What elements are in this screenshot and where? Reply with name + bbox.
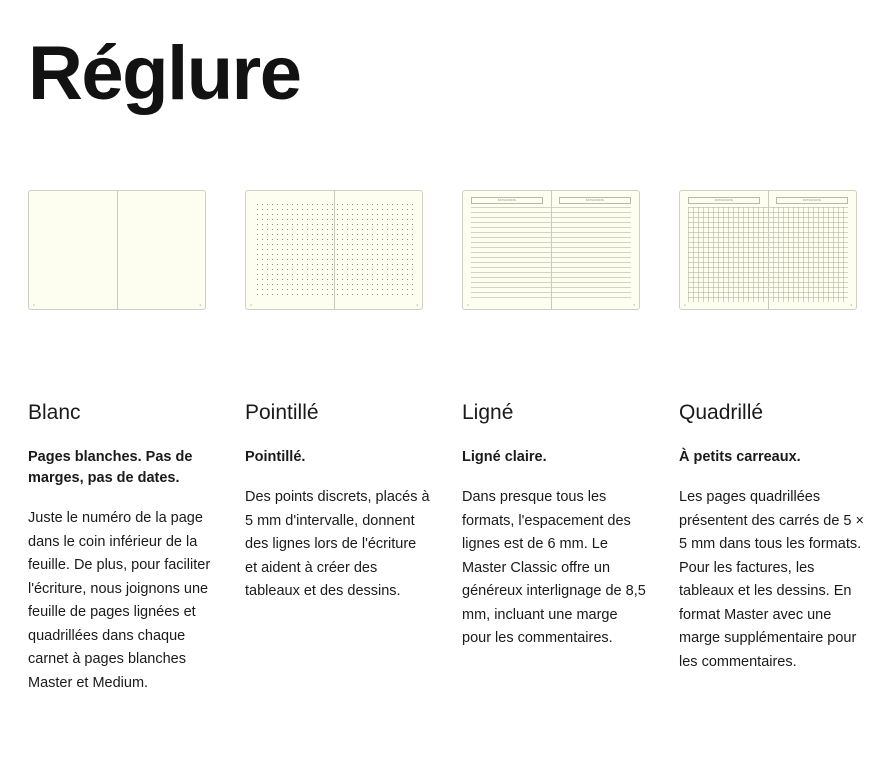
page-number-left: 2: [467, 303, 469, 307]
date-field-right: DATUM/DATE: [776, 197, 848, 204]
date-field-left: DATUM/DATE: [471, 197, 543, 204]
column-body-pointille: Des points discrets, placés à 5 mm d'intervalle, donnent des lignes lors de l'écriture et aident à créer des tableaux et des dessins.: [245, 489, 430, 600]
column-title-ligne: Ligné: [462, 401, 514, 424]
spine-divider: [334, 191, 335, 309]
ruling-column-quadrille: [679, 190, 864, 695]
date-field-left: DATUM/DATE: [688, 197, 760, 204]
page-number-right: 3: [416, 303, 418, 307]
page-number-right: 3: [633, 303, 635, 307]
page-title: Réglure: [28, 31, 301, 116]
notebook-thumbnail-blank[interactable]: [28, 190, 206, 310]
spine-divider: [551, 191, 552, 309]
column-lead-pointille: Pointillé.: [245, 449, 306, 466]
ruling-column-ligne: [462, 190, 647, 695]
ruling-column-pointille: [245, 190, 430, 695]
ruling-column-blanc: [28, 190, 213, 695]
page-number-left: 2: [684, 303, 686, 307]
page-number-left: 2: [33, 303, 35, 307]
column-lead-quadrille: À petits carreaux.: [679, 449, 801, 466]
page-number-right: 3: [850, 303, 852, 307]
column-title-blanc: Blanc: [28, 401, 81, 424]
column-body-quadrille: Les pages quadrillées présentent des carrés de 5 × 5 mm dans tous les formats. Pour les factures, les tableaux et les dessins. En format Master avec une marge supplémentaire pour les commentaires.: [679, 489, 864, 670]
column-title-pointille: Pointillé: [245, 401, 319, 424]
page-number-right: 3: [199, 303, 201, 307]
notebook-thumbnail-grid[interactable]: [679, 190, 857, 310]
column-body-ligne: Dans presque tous les formats, l'espacement des lignes est de 6 mm. Le Master Classic offre un généreux interlignage de 8,5 mm, incluant une marge pour les commentaires.: [462, 489, 646, 647]
notebook-thumbnail-lined[interactable]: [462, 190, 640, 310]
date-field-right: DATUM/DATE: [559, 197, 631, 204]
page-number-left: 2: [250, 303, 252, 307]
column-lead-ligne: Ligné claire.: [462, 449, 547, 466]
spine-divider: [768, 191, 769, 309]
ruling-grid: [28, 190, 862, 695]
column-body-blanc: Juste le numéro de la page dans le coin inférieur de la feuille. De plus, pour faciliter l'écriture, nous joignons une feuille de pages lignées et quadrillées dans chaque carnet à pages blanches Master et Medium.: [28, 510, 211, 691]
notebook-thumbnail-dotted[interactable]: [245, 190, 423, 310]
spine-divider: [117, 191, 118, 309]
column-title-quadrille: Quadrillé: [679, 401, 764, 424]
column-lead-blanc: Pages blanches. Pas de marges, pas de dates.: [28, 449, 193, 487]
